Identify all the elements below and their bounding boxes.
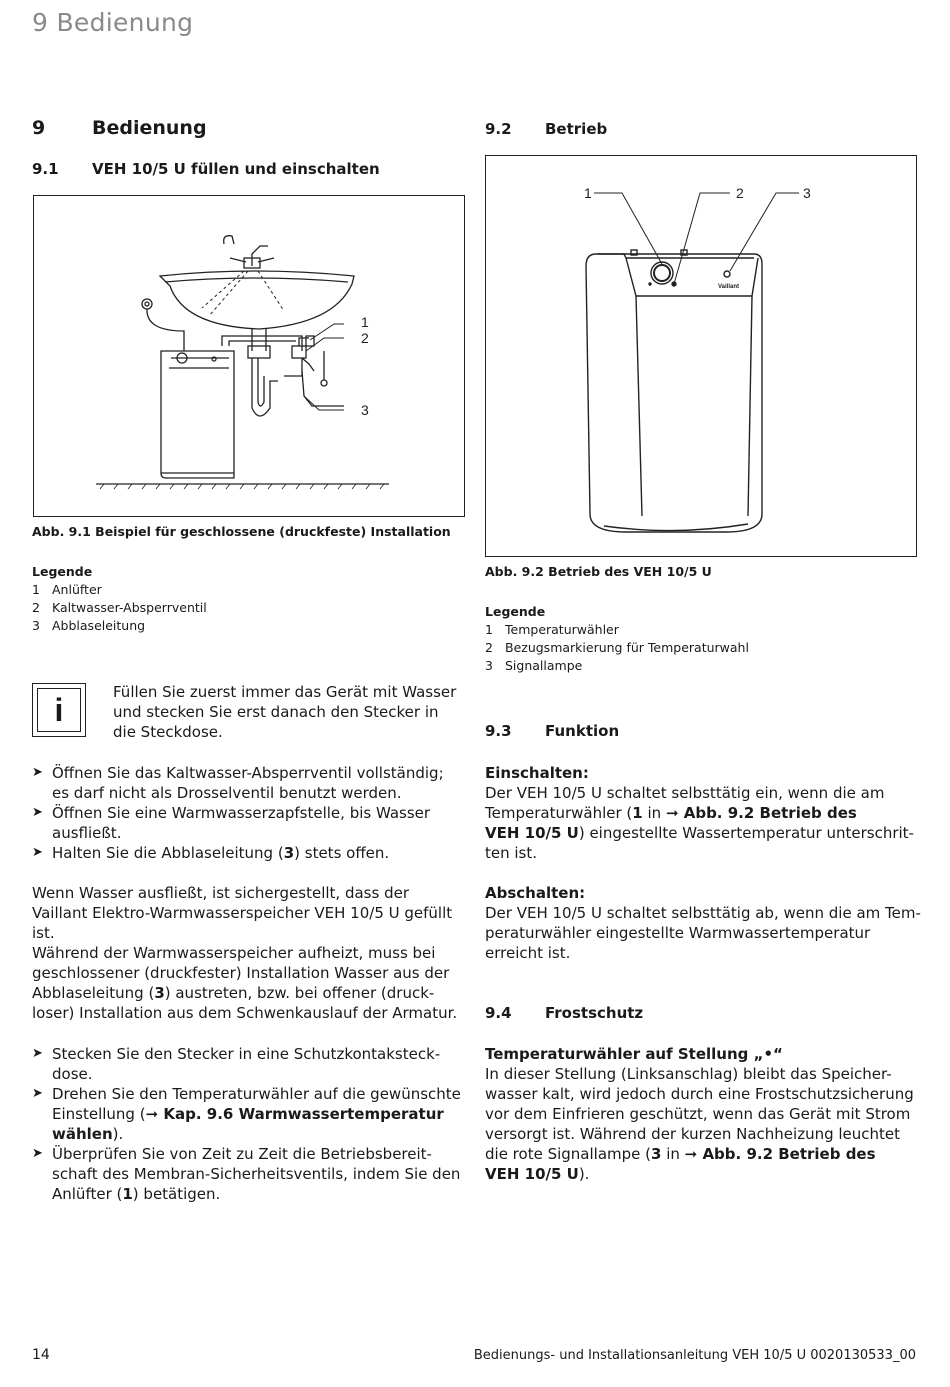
legend-item: 3 Abblaseleitung bbox=[32, 618, 146, 633]
section-9-4-heading bbox=[485, 1004, 925, 1022]
cross-reference[interactable]: ➞ Abb. 9.2 Betrieb des bbox=[665, 804, 857, 822]
chapter-title: Bedienung bbox=[92, 117, 207, 139]
callout-3: 3 bbox=[361, 402, 369, 418]
figure-9-2-caption: Abb. 9.2 Betrieb des VEH 10/5 U bbox=[485, 564, 712, 579]
callout-2: 2 bbox=[361, 330, 369, 346]
figure-9-1-caption: Abb. 9.1 Beispiel für geschlossene (druckfeste) Installation bbox=[32, 524, 451, 539]
cross-reference[interactable]: VEH 10/5 U bbox=[485, 824, 579, 842]
cross-reference[interactable]: ➞ Abb. 9.2 Betrieb des bbox=[684, 1145, 876, 1163]
section-title: Betrieb bbox=[545, 120, 608, 138]
cross-reference[interactable]: ➞ Kap. 9.6 Warmwassertemperatur bbox=[145, 1105, 444, 1123]
chapter-number: 9 bbox=[32, 117, 46, 139]
section-9-1-heading bbox=[32, 160, 472, 178]
document-reference: Bedienungs- und Installationsanleitung VEH 10/5 U 0020130533_00 bbox=[473, 1348, 916, 1363]
page-number: 14 bbox=[32, 1347, 50, 1363]
steps-list-1 bbox=[32, 763, 472, 863]
legend-item: 2 Kaltwasser-Absperrventil bbox=[32, 600, 207, 615]
step-item: ➤ Stecken Sie den Stecker in eine Schutzkontaksteck- dose. bbox=[32, 1045, 441, 1083]
callout-3: 3 bbox=[803, 185, 811, 201]
section-9-2-heading bbox=[485, 120, 925, 138]
water-heater-illustration bbox=[486, 156, 916, 556]
cross-reference[interactable]: VEH 10/5 U bbox=[485, 1165, 579, 1183]
figure-9-1 bbox=[33, 195, 465, 517]
legend-item: 1 Temperaturwähler bbox=[485, 622, 619, 637]
installation-illustration bbox=[34, 196, 464, 516]
legend-item: 3 Signallampe bbox=[485, 658, 583, 673]
callout-2: 2 bbox=[736, 185, 744, 201]
subheading: Temperaturwähler auf Stellung „•“ bbox=[485, 1045, 783, 1063]
switch-on-block: Einschalten: Der VEH 10/5 U schaltet selbsttätig ein, wenn die am Temperaturwähler (1 in ➞ Abb. 9.2 Betrieb des VEH 10/5 U) eingestellte Wassertemperatur unterschrit- ten ist. bbox=[485, 763, 925, 863]
section-number: 9.4 bbox=[485, 1004, 512, 1022]
legend-9-1 bbox=[32, 563, 472, 635]
callout-1: 1 bbox=[584, 185, 592, 201]
cross-reference[interactable]: wählen bbox=[52, 1125, 113, 1143]
legend-item: 2 Bezugsmarkierung für Temperaturwahl bbox=[485, 640, 749, 655]
legend-item: 1 Anlüfter bbox=[32, 582, 102, 597]
body-paragraph: Wenn Wasser ausfließt, ist sichergestellt, dass der Vaillant Elektro-Warmwasserspeicher VEH 10/5 U gefüllt ist. Während der Warmwasserspeicher aufheizt, muss bei geschlossener (druckfester) Installation Wasser aus der Abblaseleitung (3) austreten, bzw. bei offener (druck- loser) Installation aus dem Schwenkauslauf der Armatur. bbox=[32, 884, 458, 1022]
figure-9-2 bbox=[485, 155, 917, 557]
subheading: Einschalten: bbox=[485, 764, 589, 782]
section-number: 9.3 bbox=[485, 722, 512, 740]
brand-logo: Vaillant bbox=[718, 284, 740, 290]
section-9-3-heading bbox=[485, 722, 925, 740]
running-head: 9 Bedienung bbox=[32, 8, 194, 37]
callout-1: 1 bbox=[361, 314, 369, 330]
info-i-icon: i bbox=[32, 683, 86, 737]
subheading: Abschalten: bbox=[485, 884, 586, 902]
legend-title: Legende bbox=[485, 604, 546, 619]
legend-title: Legende bbox=[32, 564, 93, 579]
step-item: ➤ Überprüfen Sie von Zeit zu Zeit die Betriebsbereit- schaft des Membran-Sicherheitsventils, indem Sie den Anlüfter (1) betätigen. bbox=[32, 1145, 461, 1203]
section-number: 9.2 bbox=[485, 120, 512, 138]
section-title: Frostschutz bbox=[545, 1004, 644, 1022]
steps-list-2 bbox=[32, 1044, 472, 1204]
legend-9-2 bbox=[485, 603, 925, 675]
frost-block: Temperaturwähler auf Stellung „•“ In dieser Stellung (Linksanschlag) bleibt das Speicher- wasser kalt, wird jedoch durch eine Frostschutzsicherung vor dem Einfrieren geschützt, wenn das Gerät mit Strom versorgt ist. Während der kurzen Nachheizung leuchtet die rote Signallampe (3 in ➞ Abb. 9.2 Betrieb des VEH 10/5 U). bbox=[485, 1044, 925, 1184]
step-item: ➤ Halten Sie die Abblaseleitung (3) stets offen. bbox=[32, 844, 390, 862]
switch-off-block: Abschalten: Der VEH 10/5 U schaltet selbsttätig ab, wenn die am Tem- peraturwähler eingestellte Warmwassertemperatur erreicht ist. bbox=[485, 883, 925, 963]
info-text: Füllen Sie zuerst immer das Gerät mit Wasser und stecken Sie erst danach den Stecker in die Steckdose. bbox=[113, 683, 457, 741]
step-item: ➤ Öffnen Sie das Kaltwasser-Absperrventil vollständig; es darf nicht als Drosselventil benutzt werden. bbox=[32, 764, 444, 802]
section-title: VEH 10/5 U füllen und einschalten bbox=[92, 160, 380, 178]
step-item: ➤ Öffnen Sie eine Warmwasserzapfstelle, bis Wasser ausfließt. bbox=[32, 804, 431, 842]
step-item: ➤ Drehen Sie den Temperaturwähler auf die gewünschte Einstellung (➞ Kap. 9.6 Warmwassertemperatur wählen). bbox=[32, 1085, 461, 1143]
section-title: Funktion bbox=[545, 722, 620, 740]
chapter-heading bbox=[32, 117, 207, 139]
section-number: 9.1 bbox=[32, 160, 59, 178]
